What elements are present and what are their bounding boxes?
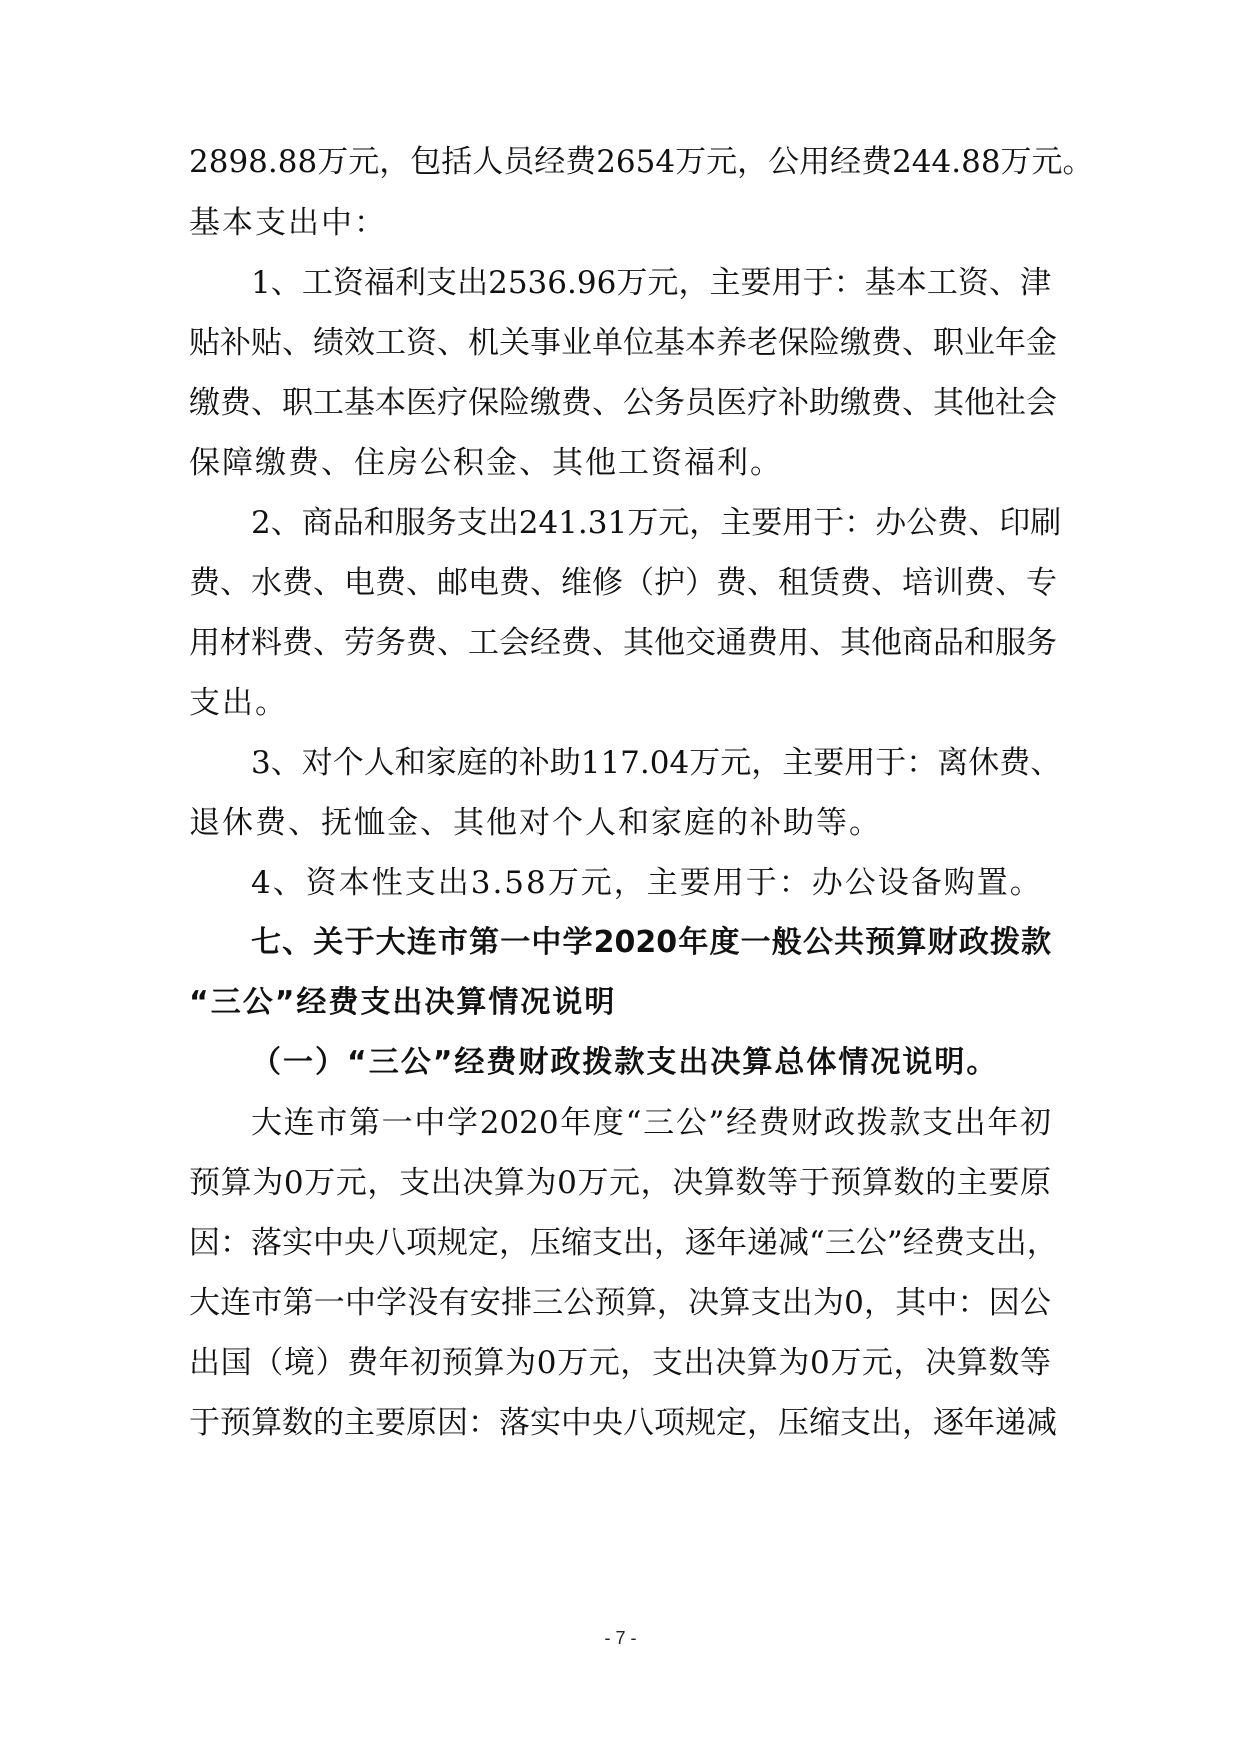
body-text-line: 出国（境）费年初预算为0万元，支出决算为0万元，决算数等 (189, 1345, 1051, 1381)
body-text-line: 大连市第一中学没有安排三公预算，决算支出为0，其中：因公 (189, 1285, 1051, 1321)
section-heading: “三公”经费支出决算情况说明 (189, 985, 617, 1020)
subsection-heading: （一）“三公”经费财政拨款支出决算总体情况说明。 (251, 1045, 999, 1080)
body-text-line: 大连市第一中学2020年度“三公”经费财政拨款支出年初 (251, 1105, 1051, 1141)
body-text-line: 缴费、职工基本医疗保险缴费、公务员医疗补助缴费、其他社会 (189, 385, 1057, 421)
body-text-line: 3、对个人和家庭的补助117.04万元，主要用于：离休费、 (251, 745, 1062, 781)
body-text-line: 费、水费、电费、邮电费、维修（护）费、租赁费、培训费、专 (189, 565, 1057, 601)
body-text-line: 退休费、抚恤金、其他对个人和家庭的补助等。 (189, 805, 882, 841)
body-text-line: 支出。 (189, 685, 288, 721)
page-number: - 7 - (604, 1628, 637, 1648)
body-text-line: 因：落实中央八项规定，压缩支出，逐年递减“三公”经费支出， (189, 1225, 1058, 1261)
document-page (189, 0, 1094, 1754)
body-text-line: 预算为0万元，支出决算为0万元，决算数等于预算数的主要原 (189, 1165, 1051, 1201)
body-text-line: 2、商品和服务支出241.31万元，主要用于：办公费、印刷 (251, 505, 1062, 541)
body-text-line: 1、工资福利支出2536.96万元，主要用于：基本工资、津 (251, 265, 1051, 301)
body-text-line: 基本支出中： (189, 205, 387, 241)
body-text-line: 4、资本性支出3.58万元，主要用于：办公设备购置。 (251, 865, 1043, 901)
body-text-line: 于预算数的主要原因：落实中央八项规定，压缩支出，逐年递减 (189, 1405, 1057, 1441)
section-heading: 七、关于大连市第一中学2020年度一般公共预算财政拨款 (251, 925, 1051, 960)
body-text-line: 贴补贴、绩效工资、机关事业单位基本养老保险缴费、职业年金 (189, 325, 1057, 361)
body-text-line: 2898.88万元，包括人员经费2654万元，公用经费244.88万元。 (189, 144, 1094, 180)
body-text-line: 保障缴费、住房公积金、其他工资福利。 (189, 445, 783, 481)
body-text-line: 用材料费、劳务费、工会经费、其他交通费用、其他商品和服务 (189, 625, 1057, 661)
